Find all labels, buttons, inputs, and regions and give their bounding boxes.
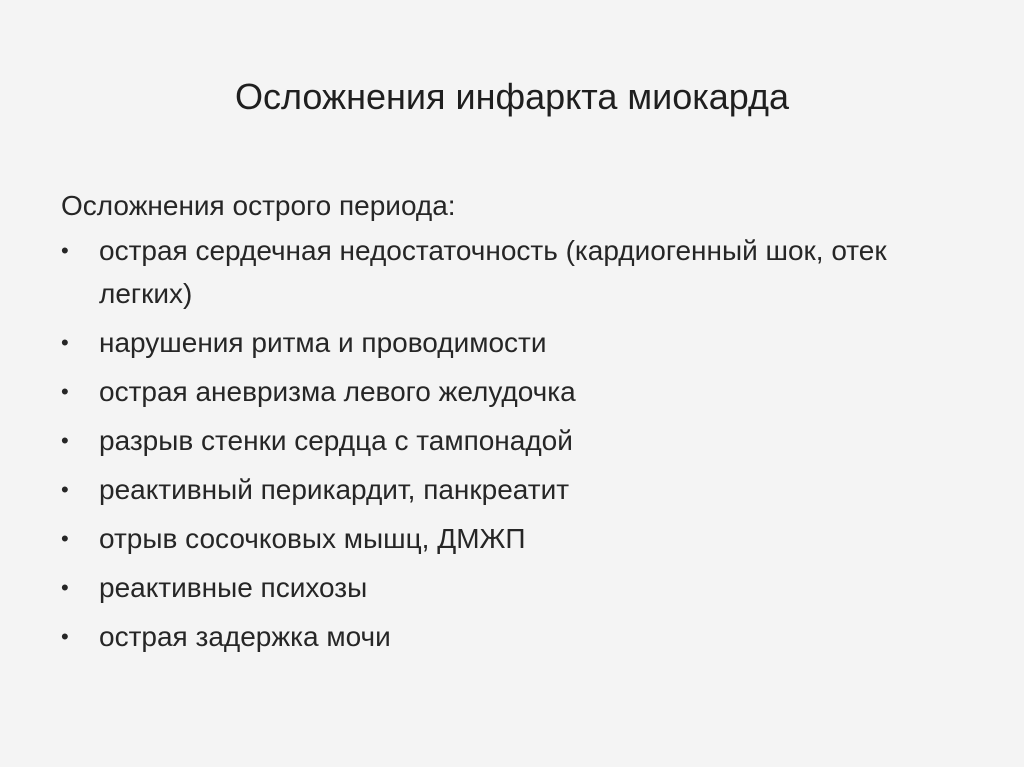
- list-item-text: отрыв сосочковых мышц, ДМЖП: [99, 523, 526, 554]
- slide-body: [61, 184, 961, 664]
- list-item: [61, 419, 961, 462]
- section-heading: Осложнения острого периода:: [61, 190, 456, 221]
- bullet-icon: •: [61, 379, 69, 404]
- bullet-icon: •: [61, 624, 69, 649]
- list-item-text: нарушения ритма и проводимости: [99, 327, 547, 358]
- list-item: [61, 615, 961, 658]
- list-item-text: острая аневризма левого желудочка: [99, 376, 576, 407]
- bullet-icon: •: [61, 428, 69, 453]
- list-item-text: реактивные психозы: [99, 572, 368, 603]
- list-item-text: острая сердечная недостаточность (кардиогенный шок, отек легких): [99, 235, 887, 309]
- list-item-text: реактивный перикардит, панкреатит: [99, 474, 570, 505]
- bullet-icon: •: [61, 477, 69, 502]
- slide-title: Осложнения инфаркта миокарда: [234, 76, 790, 117]
- complications-list: [61, 229, 961, 658]
- list-item: [61, 370, 961, 413]
- bullet-icon: •: [61, 526, 69, 551]
- list-item-text: разрыв стенки сердца с тампонадой: [99, 425, 573, 456]
- list-item: [61, 321, 961, 364]
- bullet-icon: •: [61, 330, 69, 355]
- list-item-text: острая задержка мочи: [99, 621, 391, 652]
- list-item: [61, 468, 961, 511]
- list-item: [61, 517, 961, 560]
- bullet-icon: •: [61, 575, 69, 600]
- list-item: [61, 229, 961, 315]
- list-item: [61, 566, 961, 609]
- bullet-icon: •: [61, 238, 69, 263]
